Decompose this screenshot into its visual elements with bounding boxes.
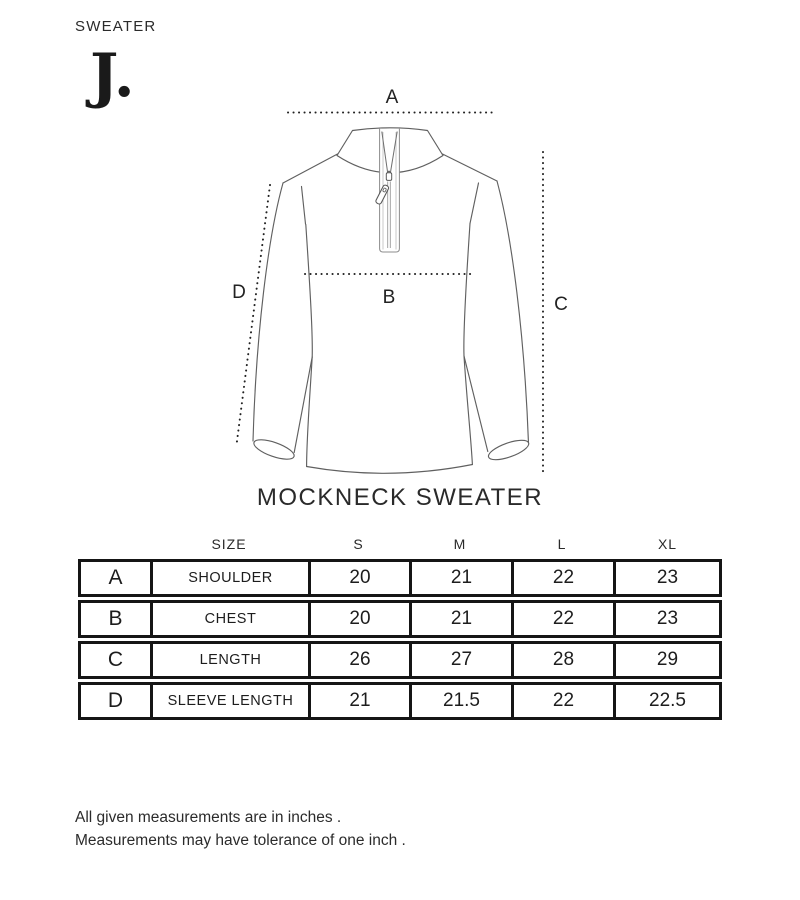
row-name: SHOULDER [150, 562, 308, 594]
row-name: LENGTH [150, 644, 308, 676]
armhole-seam-right [470, 183, 479, 224]
body-side-left [306, 225, 312, 467]
row-key: B [108, 607, 123, 630]
cell-value: 20 [308, 603, 409, 635]
header-cell-l: L [557, 536, 567, 552]
cell-value: 22.5 [613, 685, 719, 717]
dimension-label-a: A [385, 87, 399, 108]
product-title: MOCKNECK SWEATER [256, 484, 544, 511]
cell-value: 27 [409, 644, 511, 676]
cell-value: 21 [409, 603, 511, 635]
note-line-1: All given measurements are in inches . [75, 809, 342, 826]
brand-logo: J. [90, 41, 135, 111]
cuff-right [486, 436, 531, 463]
shoulder-right [443, 154, 498, 181]
cell-value: 26 [308, 644, 409, 676]
size-chart [78, 532, 722, 720]
measurement-notes [75, 806, 406, 852]
cell-value: 23 [613, 562, 719, 594]
cell-value: 23 [613, 603, 719, 635]
body-side-right [464, 224, 473, 465]
cell-value: 28 [511, 644, 613, 676]
cell-value: 22 [511, 562, 613, 594]
sweater-diagram [220, 80, 580, 495]
note-line-2: Measurements may have tolerance of one inch . [75, 832, 406, 849]
armhole-seam-left [302, 187, 306, 225]
table-row-chest [78, 600, 722, 638]
dimension-label-d: D [232, 282, 246, 303]
cell-value: 22 [511, 685, 613, 717]
row-key: C [107, 648, 124, 671]
size-chart-header [78, 532, 722, 556]
hem [307, 465, 473, 474]
table-row-length [78, 641, 722, 679]
cell-value: 21.5 [409, 685, 511, 717]
cell-value: 21 [308, 685, 409, 717]
row-key: D [107, 689, 124, 712]
sleeve-left-outer [253, 183, 283, 441]
dimension-label-c: C [554, 294, 568, 315]
cuff-left [252, 436, 297, 463]
sleeve-right-outer [497, 181, 529, 444]
table-row-sleeve-length [78, 682, 722, 720]
header-cell-m: M [453, 536, 467, 552]
category-label: SWEATER [75, 18, 157, 35]
cell-value: 21 [409, 562, 511, 594]
dimension-label-b: B [382, 287, 396, 308]
cell-value: 29 [613, 644, 719, 676]
header-cell-xl: XL [657, 536, 678, 552]
row-name: CHEST [150, 603, 308, 635]
header-cell-s: S [353, 536, 364, 552]
zipper-slider [386, 173, 391, 181]
row-name: SLEEVE LENGTH [150, 685, 308, 717]
cell-value: 22 [511, 603, 613, 635]
row-key: A [108, 566, 123, 589]
dimension-line-sleeve-d [237, 185, 271, 445]
header-cell-size: SIZE [211, 536, 247, 552]
sweater-drawing [220, 80, 580, 495]
cell-value: 20 [308, 562, 409, 594]
shoulder-left [283, 154, 338, 183]
table-row-shoulder [78, 559, 722, 597]
